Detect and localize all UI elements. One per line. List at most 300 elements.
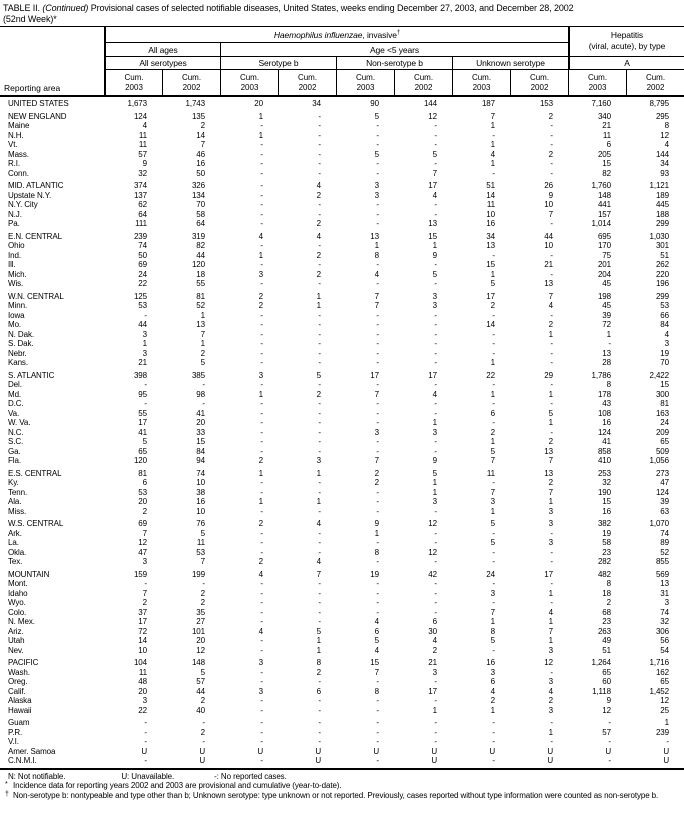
value-cell: 34 [312, 99, 321, 108]
value-cell: - [434, 358, 437, 367]
asterisk-marker: * [5, 781, 8, 789]
area-row [0, 447, 684, 457]
reporting-area-label: Calif. [8, 686, 26, 696]
area-row [0, 150, 684, 160]
value-cell: - [550, 557, 553, 566]
value-cell: 15 [602, 159, 611, 168]
area-row [0, 737, 684, 747]
area-row [0, 339, 684, 349]
value-cell: 3 [258, 370, 263, 380]
value-cell: 63 [660, 506, 669, 516]
area-row [0, 428, 684, 438]
reporting-area-label: Mich. [8, 269, 27, 279]
value-cell: 4 [490, 149, 495, 159]
value-cell: 47 [660, 478, 669, 487]
value-cell: - [260, 279, 263, 288]
value-cell: - [434, 279, 437, 288]
value-cell: 24 [660, 418, 669, 427]
area-row [0, 301, 684, 311]
value-cell: - [260, 209, 263, 219]
value-cell: 13 [428, 219, 437, 228]
value-cell: 104 [133, 658, 147, 667]
reporting-area-label: Ohio [8, 241, 25, 250]
value-cell: 15 [602, 497, 611, 506]
reporting-area-label: E.N. CENTRAL [8, 231, 62, 241]
value-cell: - [492, 418, 495, 427]
value-cell: 170 [597, 241, 611, 250]
value-cell: 2 [142, 506, 147, 516]
area-row [0, 529, 684, 539]
value-cell: - [318, 696, 321, 705]
value-cell: - [492, 598, 495, 607]
area-row [0, 437, 684, 447]
value-cell: - [260, 579, 263, 588]
value-cell: - [318, 279, 321, 288]
reporting-area-label: Hawaii [8, 705, 32, 715]
value-cell: 5 [490, 636, 495, 645]
value-cell: 10 [486, 209, 495, 219]
value-cell: 14 [196, 130, 205, 140]
value-cell: 13 [486, 241, 495, 250]
value-cell: 15 [370, 658, 379, 667]
value-cell: 42 [428, 569, 437, 579]
value-cell: - [376, 737, 379, 746]
value-cell: 46 [196, 149, 205, 159]
value-cell: 319 [191, 231, 205, 241]
value-cell: 10 [544, 241, 553, 250]
region-row [0, 232, 684, 242]
value-cell: - [260, 528, 263, 538]
value-cell: 13 [544, 468, 553, 478]
value-cell: 9 [374, 519, 379, 528]
value-cell: 72 [602, 320, 611, 329]
reporting-area-label: D.C. [8, 399, 24, 408]
legend-line [0, 772, 681, 782]
value-cell: 5 [490, 446, 495, 456]
value-cell: - [318, 121, 321, 130]
value-cell: U [663, 746, 669, 756]
value-cell: 1 [432, 418, 437, 427]
value-cell: - [666, 737, 669, 746]
value-cell: - [318, 677, 321, 686]
value-cell: 10 [544, 200, 553, 209]
reporting-area-label: Utah [8, 636, 25, 645]
value-cell: 5 [432, 149, 437, 159]
value-cell: 21 [602, 121, 611, 130]
reporting-area-label: Iowa [8, 310, 25, 320]
value-cell: 2 [200, 696, 205, 705]
table-bottom-rule [0, 768, 684, 770]
value-cell: 4 [490, 686, 495, 696]
area-row [0, 589, 684, 599]
value-cell: - [550, 121, 553, 130]
area-row [0, 121, 684, 131]
reporting-area-label: Mass. [8, 149, 29, 159]
value-cell: 18 [196, 269, 205, 279]
value-cell: 57 [196, 677, 205, 686]
reporting-area-label: Ala. [8, 497, 22, 506]
value-cell: 5 [548, 408, 553, 418]
reporting-area-label: N. Dak. [8, 329, 34, 339]
area-row [0, 349, 684, 359]
value-cell: - [260, 418, 263, 427]
value-cell: - [318, 159, 321, 168]
value-cell: 31 [660, 588, 669, 598]
dagger-ref: † [396, 30, 401, 37]
value-cell: - [260, 149, 263, 159]
non-serotype-b-header: Non-serotype b [336, 57, 452, 70]
cum-year-header: Cum. 2002 [278, 70, 336, 95]
value-cell: 5 [432, 468, 437, 478]
value-cell: - [434, 408, 437, 418]
value-cell: - [202, 718, 205, 727]
area-row [0, 557, 684, 567]
value-cell: - [202, 399, 205, 408]
region-row [0, 469, 684, 479]
value-cell: 3 [548, 506, 553, 516]
value-cell: - [260, 320, 263, 329]
value-cell: 11 [138, 140, 147, 149]
value-cell: - [550, 667, 553, 677]
value-cell: 18 [602, 588, 611, 598]
value-cell: 7 [490, 111, 495, 121]
value-cell: 1 [490, 506, 495, 516]
value-cell: 17 [138, 617, 147, 626]
value-cell: 12 [660, 696, 669, 705]
value-cell: 55 [196, 279, 205, 288]
value-cell: - [260, 339, 263, 348]
value-cell: 12 [196, 645, 205, 655]
value-cell: U [431, 746, 437, 756]
value-cell: 33 [196, 427, 205, 437]
value-cell: 20 [196, 418, 205, 427]
value-cell: 76 [196, 519, 205, 528]
value-cell: 10 [138, 645, 147, 655]
value-cell: 34 [486, 231, 495, 241]
value-cell: 2 [548, 111, 553, 121]
value-cell: - [434, 557, 437, 566]
value-cell: 1 [606, 329, 611, 339]
value-cell: 93 [660, 168, 669, 178]
value-cell: 58 [196, 209, 205, 219]
value-cell: 134 [191, 190, 205, 200]
value-cell: - [376, 209, 379, 219]
value-cell: 300 [655, 389, 669, 399]
value-cell: 1 [490, 140, 495, 149]
value-cell: 5 [142, 437, 147, 446]
value-cell: 135 [191, 111, 205, 121]
value-cell: 11 [486, 200, 495, 209]
value-cell: - [318, 607, 321, 617]
value-cell: - [260, 399, 263, 408]
all-ages-header: All ages [104, 43, 220, 57]
cum-year-header: Cum. 2002 [162, 70, 220, 95]
value-cell: 4 [664, 329, 669, 339]
value-cell: 108 [597, 408, 611, 418]
value-cell: 60 [602, 677, 611, 686]
area-row [0, 390, 684, 400]
reporting-area-label: Miss. [8, 506, 27, 516]
value-cell: 1 [490, 437, 495, 446]
value-cell: 62 [138, 200, 147, 209]
value-cell: 2 [258, 301, 263, 310]
value-cell: 1 [374, 241, 379, 250]
value-cell: - [434, 696, 437, 705]
value-cell: 1 [316, 636, 321, 645]
value-cell: - [550, 140, 553, 149]
value-cell: - [376, 557, 379, 566]
value-cell: 1,786 [591, 370, 611, 380]
value-cell: 16 [196, 497, 205, 506]
value-cell: - [144, 579, 147, 588]
value-cell: 239 [655, 727, 669, 737]
value-cell: - [434, 528, 437, 538]
value-cell: - [434, 140, 437, 149]
area-row [0, 687, 684, 697]
area-row [0, 718, 684, 728]
value-cell: 7 [432, 168, 437, 178]
value-cell: 205 [597, 149, 611, 159]
value-cell: 13 [196, 320, 205, 329]
value-cell: 2 [258, 456, 263, 465]
value-cell: 382 [597, 519, 611, 528]
value-cell: 5 [316, 626, 321, 636]
value-cell: 20 [138, 686, 147, 696]
value-cell: 12 [602, 705, 611, 715]
value-cell: 7 [490, 607, 495, 617]
value-cell: 3 [258, 658, 263, 667]
value-cell: 22 [138, 705, 147, 715]
value-cell: 94 [196, 456, 205, 465]
value-cell: - [318, 358, 321, 367]
value-cell: 29 [544, 370, 553, 380]
footnote-dagger: † Non-serotype b: nontypeable and type other than b; Unknown serotype: type unknown or not reported. Previously, cases reported without type information were counted as non-serotype b. [5, 790, 659, 800]
value-cell: 7 [200, 557, 205, 566]
value-cell: - [260, 437, 263, 446]
value-cell: 69 [138, 260, 147, 269]
value-cell: U [315, 746, 321, 756]
value-cell: 190 [597, 487, 611, 497]
value-cell: - [260, 310, 263, 320]
value-cell: 9 [142, 159, 147, 168]
value-cell: - [492, 399, 495, 408]
value-cell: - [202, 737, 205, 746]
value-cell: 25 [660, 705, 669, 715]
value-cell: 3 [258, 269, 263, 279]
area-row [0, 140, 684, 150]
reporting-area-label: Okla. [8, 547, 27, 557]
value-cell: U [257, 746, 263, 756]
value-cell: - [376, 718, 379, 727]
value-cell: 1 [258, 468, 263, 478]
value-cell: - [260, 446, 263, 456]
value-cell: 1 [664, 718, 669, 727]
value-cell: - [492, 547, 495, 557]
area-row [0, 598, 684, 608]
value-cell: 16 [602, 418, 611, 427]
value-cell: 144 [655, 149, 669, 159]
area-row [0, 210, 684, 220]
value-cell: 124 [597, 427, 611, 437]
value-cell: 38 [196, 487, 205, 497]
value-cell: 4 [548, 301, 553, 310]
value-cell: 1 [374, 528, 379, 538]
value-cell: 1 [432, 478, 437, 487]
value-cell: 41 [196, 408, 205, 418]
value-cell: 148 [191, 658, 205, 667]
value-cell: 5 [200, 528, 205, 538]
value-cell: 1 [548, 636, 553, 645]
value-cell: 7 [490, 456, 495, 465]
table-body [0, 97, 684, 768]
value-cell: 5 [490, 519, 495, 528]
value-cell: - [260, 617, 263, 626]
hib-group-header: Haemophilus influenzae, invasive† [104, 27, 568, 43]
value-cell: - [260, 241, 263, 250]
value-cell: 82 [602, 168, 611, 178]
value-cell: - [376, 538, 379, 547]
value-cell: 14 [486, 190, 495, 200]
value-cell: 7 [374, 667, 379, 677]
value-cell: 4 [374, 645, 379, 655]
cum-year-header: Cum. 2003 [220, 70, 278, 95]
area-row [0, 608, 684, 618]
value-cell: - [376, 677, 379, 686]
area-row [0, 330, 684, 340]
reporting-area-label: Colo. [8, 607, 27, 617]
title-rest: Provisional cases of selected notifiable diseases, United States, weeks ending December 27, 2003, and December 28, 2002 [88, 3, 574, 13]
value-cell: - [260, 358, 263, 367]
value-cell: - [318, 399, 321, 408]
value-cell: 2 [548, 149, 553, 159]
value-cell: - [492, 645, 495, 655]
value-cell: 3 [432, 497, 437, 506]
value-cell: - [318, 478, 321, 487]
value-cell: 1,716 [649, 658, 669, 667]
reporting-area-label: Nev. [8, 645, 24, 655]
value-cell: - [492, 329, 495, 339]
region-row [0, 519, 684, 529]
value-cell: 1 [490, 358, 495, 367]
value-cell: 13 [544, 279, 553, 288]
area-row [0, 706, 684, 716]
value-cell: 7 [374, 301, 379, 310]
value-cell: - [318, 380, 321, 389]
reporting-area-label: Tenn. [8, 487, 28, 497]
value-cell: 374 [133, 181, 147, 190]
value-cell: 1,030 [649, 231, 669, 241]
reporting-area-label: MID. ATLANTIC [8, 181, 64, 190]
reporting-area-label: W.S. CENTRAL [8, 519, 64, 528]
legend-no-cases: -: No reported cases. [214, 771, 287, 781]
reporting-area-label: Vt. [8, 140, 18, 149]
region-row [0, 658, 684, 668]
title-continued: (Continued) [42, 3, 89, 13]
value-cell: 69 [138, 519, 147, 528]
value-cell: 398 [133, 370, 147, 380]
reporting-area-label: Conn. [8, 168, 29, 178]
value-cell: - [550, 718, 553, 727]
value-cell: 7 [548, 291, 553, 301]
value-cell: 65 [660, 437, 669, 446]
area-row [0, 756, 684, 766]
value-cell: 2 [316, 667, 321, 677]
value-cell: - [318, 579, 321, 588]
value-cell: - [260, 588, 263, 598]
value-cell: 3 [664, 598, 669, 607]
reporting-area-label: Nebr. [8, 348, 27, 358]
value-cell: 4 [432, 389, 437, 399]
value-cell: 19 [370, 569, 379, 579]
area-row [0, 507, 684, 517]
value-cell: - [550, 579, 553, 588]
value-cell: 15 [486, 260, 495, 269]
value-cell: 1,673 [127, 99, 147, 108]
value-cell: 1,056 [649, 456, 669, 465]
value-cell: 23 [602, 617, 611, 626]
value-cell: 8 [316, 658, 321, 667]
value-cell: - [318, 408, 321, 418]
reporting-area-label: N.C. [8, 427, 24, 437]
value-cell: 39 [602, 310, 611, 320]
value-cell: 1 [200, 310, 205, 320]
value-cell: - [318, 487, 321, 497]
value-cell: 2 [490, 427, 495, 437]
value-cell: - [202, 380, 205, 389]
value-cell: - [260, 348, 263, 358]
value-cell: 3 [664, 339, 669, 348]
reporting-area-label: Alaska [8, 696, 32, 705]
value-cell: 137 [133, 190, 147, 200]
value-cell: 4 [664, 140, 669, 149]
value-cell: 11 [138, 667, 147, 677]
value-cell: 1 [200, 339, 205, 348]
value-cell: 2 [548, 478, 553, 487]
value-cell: 3 [258, 686, 263, 696]
area-row [0, 538, 684, 548]
value-cell: - [550, 399, 553, 408]
value-cell: U [141, 746, 147, 756]
reporting-area-label: S. Dak. [8, 339, 34, 348]
reporting-area-label: NEW ENGLAND [8, 111, 67, 121]
value-cell: 4 [258, 569, 263, 579]
value-cell: 144 [423, 99, 437, 108]
value-cell: 44 [196, 686, 205, 696]
value-cell: - [318, 140, 321, 149]
legend-not-notifiable: N: Not notifiable. [8, 771, 66, 781]
value-cell: 84 [196, 446, 205, 456]
area-row [0, 497, 684, 507]
value-cell: 5 [374, 636, 379, 645]
title-prefix: TABLE II. [3, 3, 43, 13]
value-cell: 199 [191, 569, 205, 579]
value-cell: 64 [138, 209, 147, 219]
reporting-area-label: Oreg. [8, 677, 28, 686]
value-cell: 74 [138, 241, 147, 250]
value-cell: 41 [138, 427, 147, 437]
value-cell: - [376, 329, 379, 339]
value-cell: 81 [196, 291, 205, 301]
value-cell: - [434, 727, 437, 737]
value-cell: 1,452 [649, 686, 669, 696]
reporting-area-label: Amer. Samoa [8, 746, 56, 756]
reporting-area-label: N.H. [8, 130, 24, 140]
value-cell: 2 [606, 598, 611, 607]
value-cell: 2 [316, 389, 321, 399]
value-cell: - [550, 219, 553, 228]
value-cell: 57 [138, 149, 147, 159]
value-cell: 47 [138, 547, 147, 557]
